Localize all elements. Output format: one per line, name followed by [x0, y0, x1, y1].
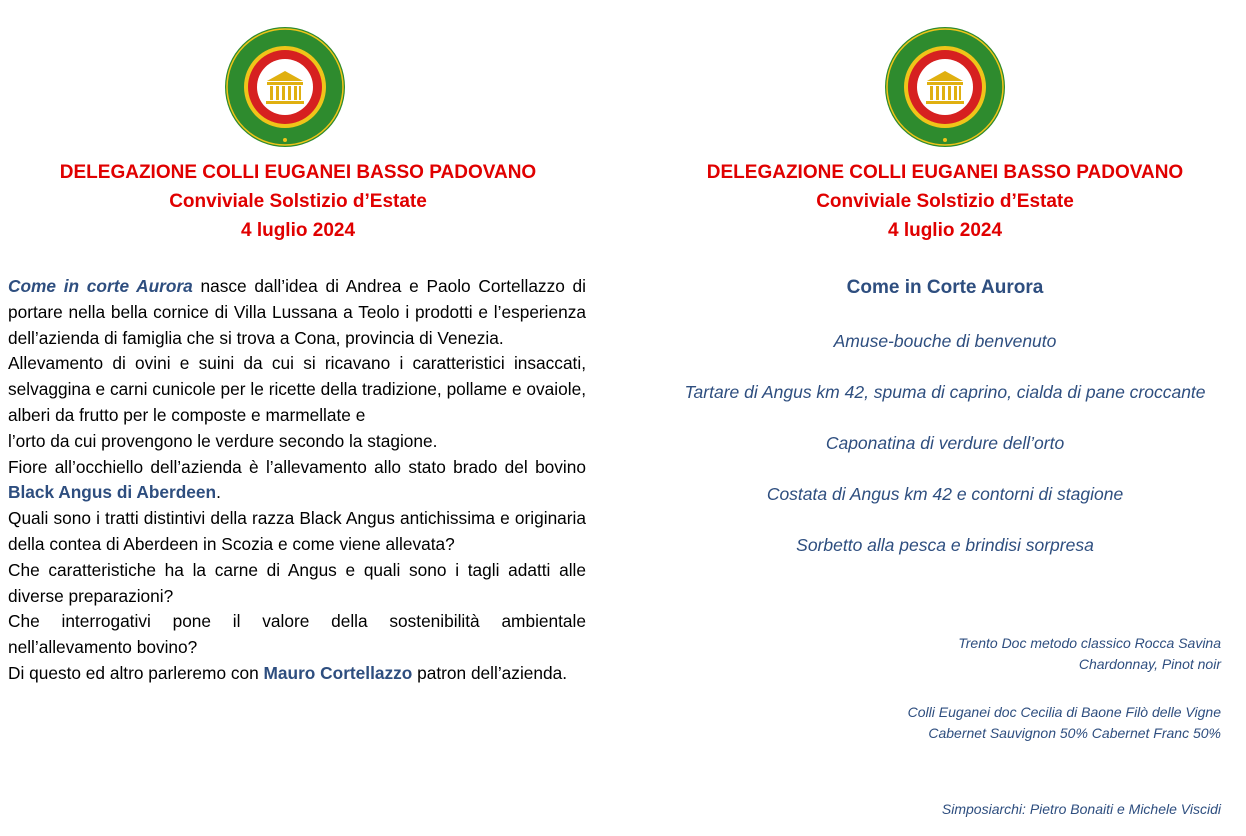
event-title: Conviviale Solstizio d’Estate	[816, 191, 1074, 212]
menu-list	[675, 328, 1215, 583]
wine-grapes: Chardonnay, Pinot noir	[1078, 656, 1221, 672]
wine-name: Trento Doc metodo classico Rocca Savina	[958, 635, 1221, 651]
accademia-logo	[884, 26, 1006, 148]
event-title: Conviviale Solstizio d’Estate	[169, 191, 427, 212]
intro-paragraph	[8, 661, 586, 687]
accademia-logo	[224, 26, 346, 148]
restaurant-name: Come in corte Aurora	[8, 276, 193, 296]
menu-item: Tartare di Angus km 42, spuma di caprino, cialda di pane croccante	[684, 382, 1206, 402]
event-date: 4 luglio 2024	[887, 220, 1003, 241]
intro-text-1: nasce dall’idea di Andrea e Paolo Cortellazzo di portare nella bella cornice di Villa Lussana a Teolo i prodotti e l’esperienza dell’azienda di famiglia che si trova a Cona, provincia di Venezia.	[8, 276, 586, 348]
intro-text-8-end: patron dell’azienda.	[412, 662, 568, 683]
delegation-title: DELEGAZIONE COLLI EUGANEI BASSO PADOVANO	[59, 162, 537, 183]
menu-item: Sorbetto alla pesca e brindisi sorpresa	[796, 535, 1094, 555]
wine-grapes: Cabernet Sauvignon 50% Cabernet Franc 50%	[928, 725, 1221, 741]
intro-text-4: Fiore all’occhiello dell’azienda è l’allevamento allo stato brado del bovino	[8, 456, 586, 477]
event-header	[655, 158, 1235, 245]
intro-text-8: Di questo ed altro parleremo con	[8, 662, 264, 683]
wine-name: Colli Euganei doc Cecilia di Baone Filò delle Vigne	[907, 704, 1221, 720]
intro-paragraph: l’orto da cui provengono le verdure secondo la stagione.	[8, 430, 438, 451]
menu-item: Costata di Angus km 42 e contorni di stagione	[766, 484, 1124, 504]
left-page	[8, 0, 588, 836]
intro-paragraph	[8, 455, 586, 507]
wine-list	[721, 633, 1221, 744]
breed-name: Black Angus di Aberdeen	[8, 482, 217, 503]
intro-paragraph: Che interrogativi pone il valore della sostenibilità ambientale nell’allevamento bovino?	[8, 611, 586, 658]
intro-paragraph: Che caratteristiche ha la carne di Angus e quali sono i tagli adatti alle diverse preparazioni?	[8, 559, 586, 606]
menu-title: Come in Corte Aurora	[846, 277, 1044, 298]
intro-paragraph: Allevamento di ovini e suini da cui si ricavano i caratteristici insaccati, selvaggina e carni cunicole per le ricette della tradizione, pollame e ovaiole, alberi da frutto per le composte e marmellate e	[8, 353, 586, 425]
right-page	[655, 0, 1235, 836]
simposiarchi: Simposiarchi: Pietro Bonaiti e Michele Viscidi	[941, 801, 1221, 817]
intro-paragraph: Quali sono i tratti distintivi della razza Black Angus antichissima e originaria della contea di Aberdeen in Scozia e come viene allevata?	[8, 508, 586, 554]
event-header	[8, 158, 588, 245]
menu-item: Amuse-bouche di benvenuto	[833, 331, 1057, 351]
speaker-name: Mauro Cortellazzo	[263, 662, 413, 683]
intro-text	[8, 274, 586, 687]
intro-text-4-end: .	[216, 482, 221, 503]
menu-item: Caponatina di verdure dell’orto	[825, 433, 1065, 453]
event-date: 4 luglio 2024	[240, 220, 356, 241]
intro-paragraph	[8, 274, 586, 351]
delegation-title: DELEGAZIONE COLLI EUGANEI BASSO PADOVANO	[706, 162, 1184, 183]
